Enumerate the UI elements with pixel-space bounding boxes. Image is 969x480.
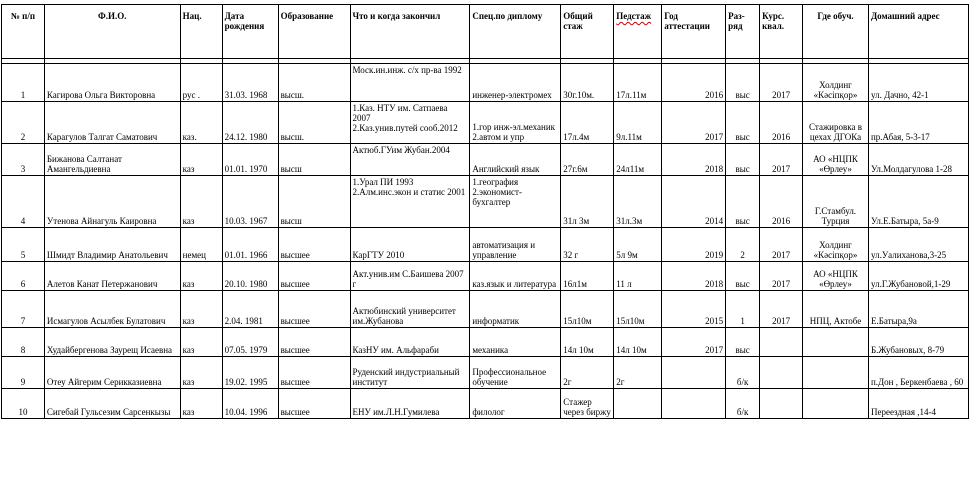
cell-where: НПЦ, Актобе xyxy=(803,291,869,328)
cell-rank: выс xyxy=(726,176,760,228)
cell-edu: высшее xyxy=(278,228,350,262)
header-attest-year: Год аттестации xyxy=(662,5,726,59)
cell-spec: Английский язык xyxy=(470,144,561,176)
cell-where xyxy=(803,357,869,389)
cell-num: 6 xyxy=(2,262,45,291)
cell-where: АО «НЦПК «Өрлеу» xyxy=(803,144,869,176)
cell-where: АО «НЦПК «Өрлеу» xyxy=(803,262,869,291)
cell-birth: 31.03. 1968 xyxy=(222,64,278,102)
cell-address: Б.Жубановых, 8-79 xyxy=(868,328,968,357)
cell-spec: Профессиональное обучение xyxy=(470,357,561,389)
cell-attest-year: 2017 xyxy=(662,328,726,357)
cell-spec: 1.география 2.экономист-бухгалтер xyxy=(470,176,561,228)
cell-edu: высшее xyxy=(278,328,350,357)
cell-course: 2017 xyxy=(760,291,803,328)
header-ped-exp: Педстаж xyxy=(614,5,662,59)
cell-attest-year xyxy=(662,389,726,419)
cell-edu: высш xyxy=(278,144,350,176)
cell-spec: механика xyxy=(470,328,561,357)
cell-birth: 01.01. 1970 xyxy=(222,144,278,176)
cell-school: Актюбинский университет им.Жубанова xyxy=(350,291,470,328)
cell-course xyxy=(760,328,803,357)
cell-birth: 10.04. 1996 xyxy=(222,389,278,419)
cell-total-exp: 31л 3м xyxy=(561,176,614,228)
cell-school: Акт.унив.им С.Баишева 2007 г xyxy=(350,262,470,291)
cell-edu: высшее xyxy=(278,357,350,389)
table-row xyxy=(2,328,969,357)
cell-school: КазНУ им. Альфараби xyxy=(350,328,470,357)
cell-ped-exp: 31л.3м xyxy=(614,176,662,228)
cell-total-exp: Стажер через биржу xyxy=(561,389,614,419)
cell-num: 9 xyxy=(2,357,45,389)
cell-where: Холдинг «Кәсіпқор» xyxy=(803,64,869,102)
cell-school: Моск.ин.инж. с/х пр-ва 1992 xyxy=(350,64,470,102)
cell-spec: инженер-электромех xyxy=(470,64,561,102)
table-row xyxy=(2,102,969,144)
cell-ped-exp: 14л 10м xyxy=(614,328,662,357)
cell-rank: выс xyxy=(726,328,760,357)
cell-attest-year: 2015 xyxy=(662,291,726,328)
cell-total-exp: 14л 10м xyxy=(561,328,614,357)
cell-nat: каз xyxy=(180,389,222,419)
cell-where xyxy=(803,328,869,357)
header-course: Курс. квал. xyxy=(760,5,803,59)
cell-school: 1.Каз. НТУ им. Сатпаева 2007 2.Каз.унив.путей сооб.2012 xyxy=(350,102,470,144)
table-row xyxy=(2,64,969,102)
cell-address: п.Дон , Беркенбаева , 60 xyxy=(868,357,968,389)
cell-nat: каз xyxy=(180,144,222,176)
cell-total-exp: 30г.10м. xyxy=(561,64,614,102)
header-total-exp: Общий стаж xyxy=(561,5,614,59)
cell-fio: Исмагулов Асылбек Булатович xyxy=(44,291,180,328)
cell-fio: Бижанова Салтанат Амангельдиевна xyxy=(44,144,180,176)
cell-total-exp: 27г.6м xyxy=(561,144,614,176)
header-num: № п/п xyxy=(2,5,45,59)
cell-address: Ул.Е.Батыра, 5а-9 xyxy=(868,176,968,228)
cell-edu: высш. xyxy=(278,102,350,144)
cell-nat: каз xyxy=(180,328,222,357)
cell-total-exp: 2г xyxy=(561,357,614,389)
cell-course: 2016 xyxy=(760,176,803,228)
header-fio: Ф.И.О. xyxy=(44,5,180,59)
cell-total-exp: 17л.4м xyxy=(561,102,614,144)
cell-edu: высшее xyxy=(278,291,350,328)
cell-course: 2017 xyxy=(760,144,803,176)
header-where: Где обуч. xyxy=(803,5,869,59)
cell-rank: 1 xyxy=(726,291,760,328)
header-birth: Дата рождения xyxy=(222,5,278,59)
cell-ped-exp: 2г xyxy=(614,357,662,389)
cell-fio: Утенова Айнагуль Каировна xyxy=(44,176,180,228)
cell-rank: б/к xyxy=(726,357,760,389)
cell-nat: каз xyxy=(180,176,222,228)
cell-fio: Кагирова Ольга Викторовна xyxy=(44,64,180,102)
cell-course xyxy=(760,389,803,419)
cell-school: Руденский индустриальный институт xyxy=(350,357,470,389)
cell-birth: 10.03. 1967 xyxy=(222,176,278,228)
cell-spec: информатик xyxy=(470,291,561,328)
table-row xyxy=(2,144,969,176)
cell-rank: б/к xyxy=(726,389,760,419)
cell-nat: каз xyxy=(180,357,222,389)
cell-total-exp: 32 г xyxy=(561,228,614,262)
cell-school: ЕНУ им.Л.Н.Гумилева xyxy=(350,389,470,419)
cell-course: 2017 xyxy=(760,228,803,262)
cell-birth: 2.04. 1981 xyxy=(222,291,278,328)
cell-nat: каз. xyxy=(180,102,222,144)
cell-course: 2017 xyxy=(760,64,803,102)
table-row xyxy=(2,228,969,262)
cell-address: Ул.Молдагулова 1-28 xyxy=(868,144,968,176)
cell-num: 2 xyxy=(2,102,45,144)
cell-nat: рус . xyxy=(180,64,222,102)
table-row xyxy=(2,389,969,419)
cell-edu: высш xyxy=(278,176,350,228)
cell-school: КарГТУ 2010 xyxy=(350,228,470,262)
cell-address: Переездная ,14-4 xyxy=(868,389,968,419)
header-nat: Нац. xyxy=(180,5,222,59)
table-row xyxy=(2,262,969,291)
cell-num: 10 xyxy=(2,389,45,419)
cell-ped-exp: 17л.11м xyxy=(614,64,662,102)
cell-nat: каз xyxy=(180,291,222,328)
header-row xyxy=(2,5,969,59)
cell-ped-exp: 24л11м xyxy=(614,144,662,176)
cell-attest-year: 2016 xyxy=(662,64,726,102)
cell-course xyxy=(760,357,803,389)
cell-attest-year: 2018 xyxy=(662,262,726,291)
cell-address: ул.Г.Жубановой,1-29 xyxy=(868,262,968,291)
cell-edu: высшее xyxy=(278,389,350,419)
cell-where: Стажировка в цехах ДГОКа xyxy=(803,102,869,144)
cell-ped-exp: 5л 9м xyxy=(614,228,662,262)
staff-table-body xyxy=(2,64,969,419)
cell-fio: Алетов Канат Петержанович xyxy=(44,262,180,291)
header-school: Что и когда закончил xyxy=(350,5,470,59)
cell-address: Е.Батыра,9а xyxy=(868,291,968,328)
cell-address: пр.Абая, 5-3-17 xyxy=(868,102,968,144)
cell-birth: 07.05. 1979 xyxy=(222,328,278,357)
cell-where: Холдинг «Кәсіпқор» xyxy=(803,228,869,262)
cell-fio: Сигебай Гульсезим Сарсенкызы xyxy=(44,389,180,419)
cell-address: ул.Уалиханова,3-25 xyxy=(868,228,968,262)
header-edu: Образование xyxy=(278,5,350,59)
cell-rank: выс xyxy=(726,102,760,144)
cell-rank: выс xyxy=(726,64,760,102)
cell-num: 1 xyxy=(2,64,45,102)
cell-where: Г.Стамбул. Турция xyxy=(803,176,869,228)
cell-rank: выс xyxy=(726,144,760,176)
cell-num: 4 xyxy=(2,176,45,228)
cell-num: 8 xyxy=(2,328,45,357)
header-rank: Раз-ряд xyxy=(726,5,760,59)
cell-spec: 1.гор инж-эл.механик 2.автом и упр xyxy=(470,102,561,144)
cell-attest-year: 2018 xyxy=(662,144,726,176)
table-row xyxy=(2,176,969,228)
cell-rank: выс xyxy=(726,262,760,291)
cell-attest-year xyxy=(662,357,726,389)
cell-school: 1.Урал ПИ 1993 2.Алм.инс.экон и статис 2001 xyxy=(350,176,470,228)
cell-course: 2017 xyxy=(760,262,803,291)
cell-birth: 24.12. 1980 xyxy=(222,102,278,144)
cell-rank: 2 xyxy=(726,228,760,262)
cell-num: 7 xyxy=(2,291,45,328)
cell-edu: высшее xyxy=(278,262,350,291)
cell-ped-exp: 11 л xyxy=(614,262,662,291)
cell-ped-exp xyxy=(614,389,662,419)
cell-spec: автоматизация и управление xyxy=(470,228,561,262)
cell-total-exp: 16л1м xyxy=(561,262,614,291)
cell-birth: 19.02. 1995 xyxy=(222,357,278,389)
cell-course: 2016 xyxy=(760,102,803,144)
cell-fio: Шмидт Владимир Анатольевич xyxy=(44,228,180,262)
cell-fio: Карагулов Талгат Саматович xyxy=(44,102,180,144)
cell-fio: Отеу Айгерим Серикказиевна xyxy=(44,357,180,389)
table-row xyxy=(2,357,969,389)
table-row xyxy=(2,291,969,328)
cell-where xyxy=(803,389,869,419)
cell-ped-exp: 15л10м xyxy=(614,291,662,328)
cell-num: 5 xyxy=(2,228,45,262)
cell-attest-year: 2019 xyxy=(662,228,726,262)
header-address: Домашний адрес xyxy=(868,5,968,59)
cell-attest-year: 2017 xyxy=(662,102,726,144)
cell-address: ул. Дачно, 42-1 xyxy=(868,64,968,102)
cell-spec: филолог xyxy=(470,389,561,419)
cell-nat: немец xyxy=(180,228,222,262)
cell-num: 3 xyxy=(2,144,45,176)
cell-fio: Худайбергенова Заурещ Исаевна xyxy=(44,328,180,357)
cell-school: Актюб.ГУим Жубан.2004 xyxy=(350,144,470,176)
cell-birth: 01.01. 1966 xyxy=(222,228,278,262)
cell-edu: высш. xyxy=(278,64,350,102)
cell-birth: 20.10. 1980 xyxy=(222,262,278,291)
cell-spec: каз.язык и литература xyxy=(470,262,561,291)
staff-table xyxy=(1,4,969,419)
cell-nat: каз xyxy=(180,262,222,291)
cell-ped-exp: 9л.11м xyxy=(614,102,662,144)
cell-total-exp: 15л10м xyxy=(561,291,614,328)
header-spec: Спец.по диплому xyxy=(470,5,561,59)
cell-attest-year: 2014 xyxy=(662,176,726,228)
